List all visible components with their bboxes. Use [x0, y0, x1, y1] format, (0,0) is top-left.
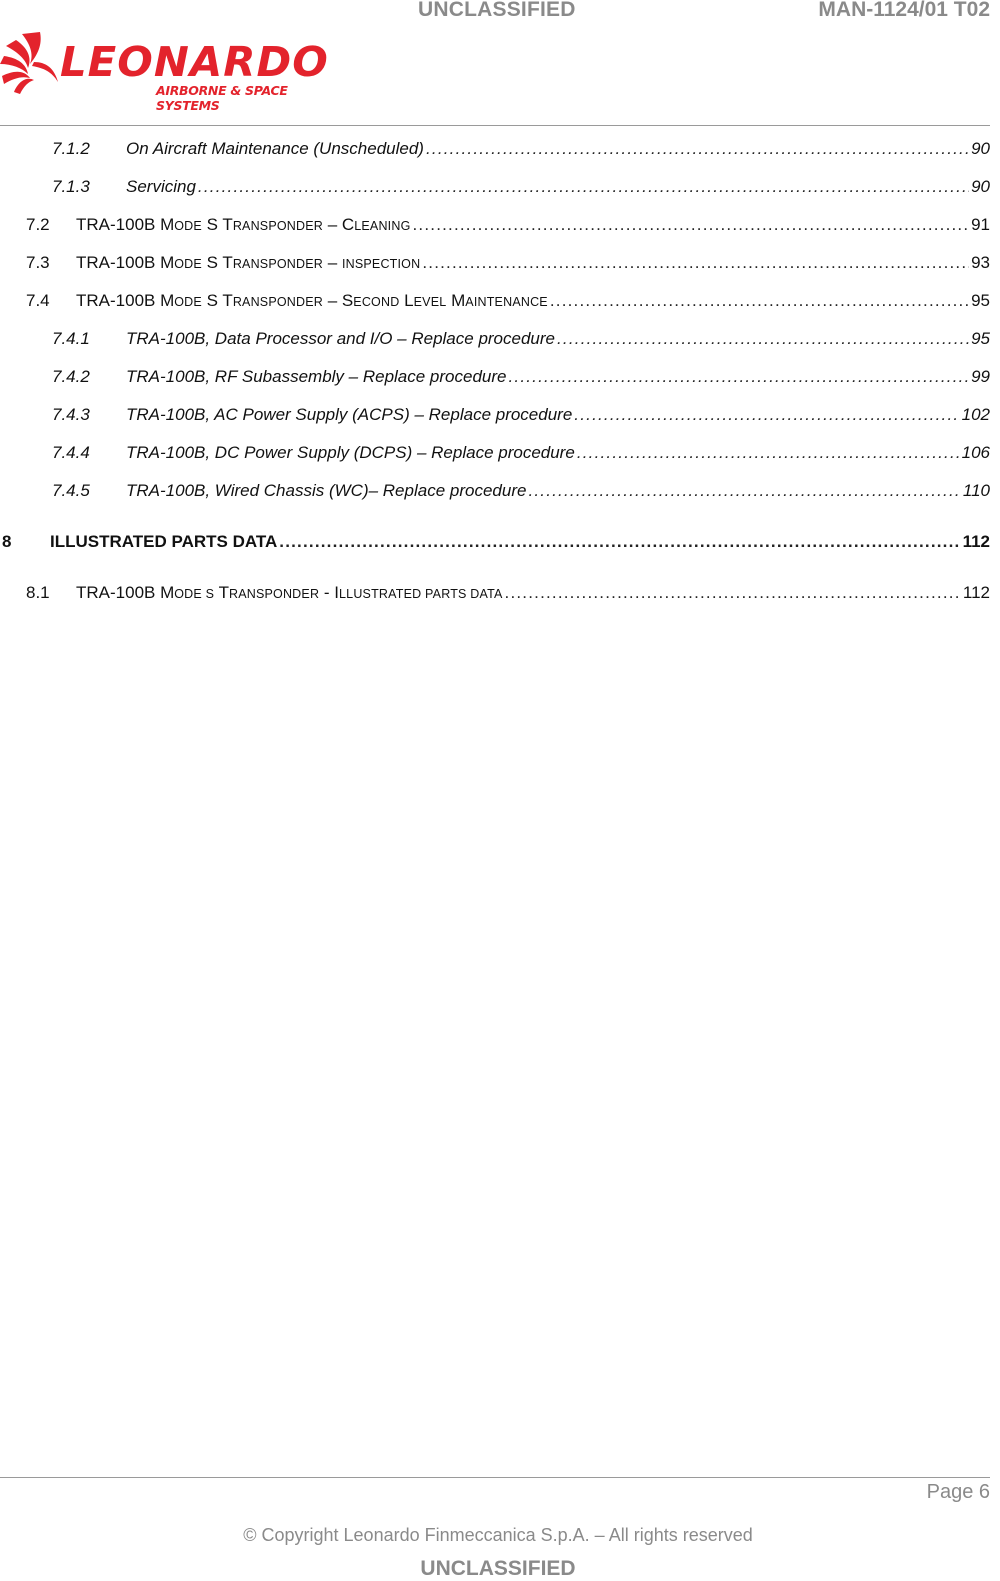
toc-entry[interactable]	[0, 174, 1000, 200]
toc-entry[interactable]	[0, 402, 1000, 428]
toc-title: TRA-100B, DC Power Supply (DCPS) – Replace procedure	[126, 443, 575, 462]
toc-title: TRA-100B MODE S TRANSPONDER – SECOND LEVEL MAINTENANCE	[76, 291, 548, 310]
toc-number: 7.3	[26, 253, 50, 272]
toc-number: 7.4.3	[52, 405, 90, 424]
leonardo-swoosh-icon	[0, 30, 62, 96]
toc-title: TRA-100B MODE S TRANSPONDER - ILLUSTRATED PARTS DATA	[76, 583, 503, 602]
footer-divider	[0, 1477, 990, 1478]
toc-page: 112	[962, 583, 990, 602]
toc-page: 112	[962, 532, 990, 551]
toc-title: TRA-100B, Wired Chassis (WC)– Replace procedure	[126, 481, 527, 500]
toc-title: TRA-100B, Data Processor and I/O – Replace procedure	[126, 329, 555, 348]
company-logo	[0, 30, 330, 113]
toc-title: TRA-100B, RF Subassembly – Replace procedure	[126, 367, 507, 386]
toc-entry[interactable]	[0, 326, 1000, 352]
toc-entry[interactable]	[0, 136, 1000, 162]
toc-page: 90	[971, 139, 990, 158]
toc-entry[interactable]	[0, 478, 1000, 504]
toc-number: 7.1.3	[52, 177, 90, 196]
toc-page: 90	[971, 177, 990, 196]
toc-number: 7.1.2	[52, 139, 90, 158]
logo-subtitle: AIRBORNE & SPACE SYSTEMS	[156, 83, 288, 113]
toc-number: 7.4.2	[52, 367, 90, 386]
toc-title: TRA-100B MODE S TRANSPONDER – INSPECTION	[76, 253, 421, 272]
toc-title: Servicing	[126, 177, 196, 196]
toc-page: 95	[971, 329, 990, 348]
footer-classification: UNCLASSIFIED	[420, 1557, 576, 1580]
page-number: Page 6	[926, 1481, 990, 1503]
toc-title: On Aircraft Maintenance (Unscheduled)	[126, 139, 424, 158]
copyright-notice: © Copyright Leonardo Finmeccanica S.p.A. – All rights reserved	[243, 1525, 753, 1545]
toc-number: 7.4.5	[52, 481, 90, 500]
toc-page: 91	[971, 215, 990, 234]
toc-entry[interactable]	[0, 212, 1000, 238]
header-divider	[0, 125, 990, 126]
toc-page: 106	[961, 443, 990, 462]
toc-number: 7.4	[26, 291, 50, 310]
toc-number: 7.4.1	[52, 329, 90, 348]
toc-title: TRA-100B MODE S TRANSPONDER – CLEANING	[76, 215, 411, 234]
toc-title: TRA-100B, AC Power Supply (ACPS) – Replace procedure	[126, 405, 573, 424]
toc-page: 102	[961, 405, 990, 424]
toc-number: 7.2	[26, 215, 50, 234]
toc-entry[interactable]	[0, 364, 1000, 390]
toc-title: ILLUSTRATED PARTS DATA	[50, 532, 278, 551]
toc-number: 7.4.4	[52, 443, 90, 462]
toc-entry[interactable]	[0, 529, 1000, 555]
toc-page: 95	[971, 291, 990, 310]
header-doc-number: MAN-1124/01 T02	[818, 0, 990, 21]
toc-page: 99	[971, 367, 990, 386]
header-classification: UNCLASSIFIED	[418, 0, 576, 21]
toc-number: 8	[2, 532, 12, 551]
logo-wordmark: LEONARDO	[60, 38, 329, 86]
toc-page: 93	[971, 253, 990, 272]
toc-entry[interactable]	[0, 288, 1000, 314]
toc-entry[interactable]	[0, 250, 1000, 276]
toc-entry[interactable]	[0, 440, 1000, 466]
toc-page: 110	[962, 481, 990, 500]
toc-number: 8.1	[26, 583, 50, 602]
toc-entry[interactable]	[0, 580, 1000, 606]
